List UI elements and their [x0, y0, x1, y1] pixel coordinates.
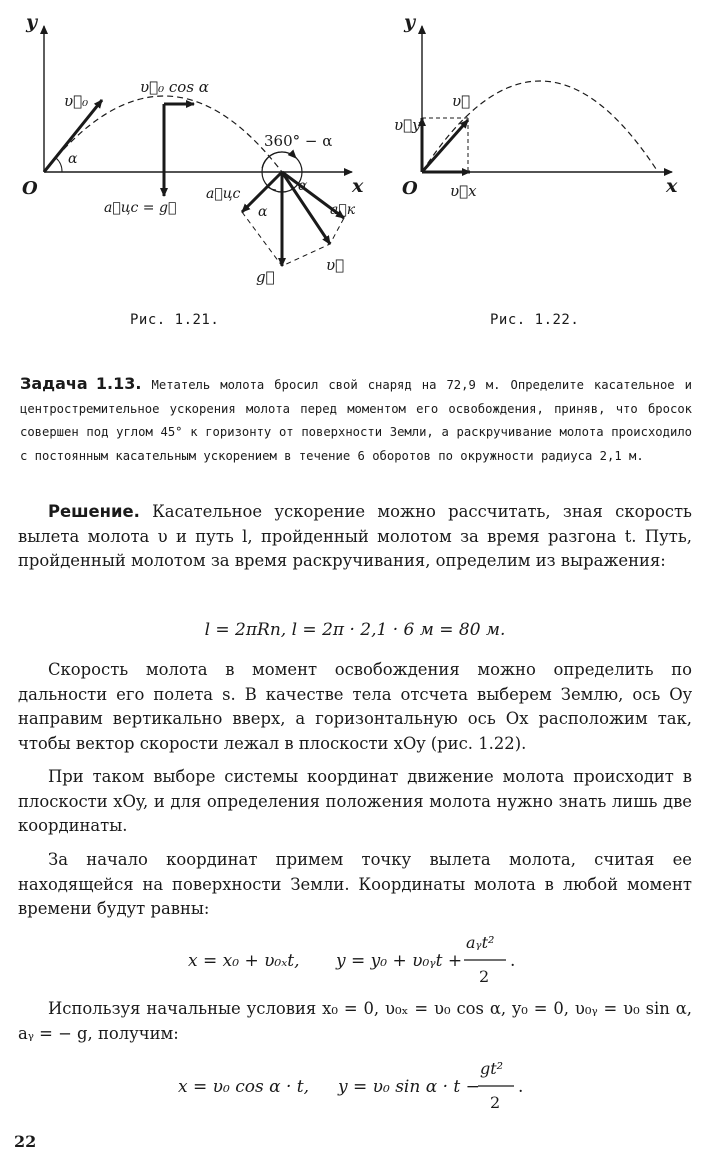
svg-text:.: . [518, 1077, 524, 1097]
angle-360-label: 360° − α [264, 132, 333, 150]
figure-1-22 [390, 0, 710, 240]
task-text: Метатель молота бросил свой снаряд на 72,9 м. Определите касательное и центростремительное ускорения молота перед моментом его освобождения, приняв, что бросок совершен под углом 45° к горизонту от поверхности Земли, а раскручивание молота происходило с постоянным касательным ускорением в течение 6 оборотов по окружности радиуса 2,1 м. [20, 378, 693, 463]
eq2-left: x = x₀ + υ₀ₓt, [188, 951, 300, 971]
eq2-right: y = y₀ + υ₀ᵧt + [336, 951, 463, 971]
task-number: Задача 1.13. [20, 374, 142, 393]
eq3-denominator: 2 [490, 1093, 501, 1112]
solution-paragraph-1 [18, 500, 692, 574]
figure-1-22-caption: Рис. 1.22. [490, 312, 580, 328]
v0-label: υ⃗₀ [64, 92, 89, 110]
solution-paragraph-4: За начало координат примем точку вылета молота, считая ее находящейся на поверхности Земли. Координаты молота в любой момент времени будут равны: [18, 850, 692, 918]
x-label: x [666, 175, 678, 197]
figure-1-21-drawing [0, 0, 400, 300]
equation-solution [0, 1060, 710, 1120]
v-label: υ⃗ [452, 92, 471, 110]
eq2-numerator: aᵧt² [466, 933, 495, 952]
eq2-denominator: 2 [479, 967, 490, 986]
eq3-right: y = υ₀ sin α · t − [338, 1077, 480, 1097]
x-label: x [352, 175, 364, 197]
g-label: g⃗ [256, 268, 275, 286]
solution-paragraph-5: Используя начальные условия x₀ = 0, υ₀ₓ = υ₀ cos α, y₀ = 0, υ₀ᵧ = υ₀ sin α, aᵧ = − g, получим: [18, 999, 692, 1043]
solution-paragraph-2: Скорость молота в момент освобождения можно определить по дальности его полета s. В качестве тела отсчета выберем Землю, ось Oy направим вертикально вверх, а горизонтальную ось Ox расположим так, чтобы вектор скорости лежал в плоскости xOy (рис. 1.22). [18, 660, 692, 753]
figure-1-21 [0, 0, 400, 300]
y-label: y [26, 11, 38, 33]
vx-label: υ⃗x [450, 182, 477, 200]
solution-text-1: Касательное ускорение можно рассчитать, зная скорость вылета молота υ и путь l, пройденный молотом за время разгона t. Путь, пройденный молотом за время раскручивания, определим из выражения: [18, 502, 692, 570]
origin-label: O [402, 178, 418, 199]
alpha-label-end: α [298, 178, 308, 194]
a-cs-g-label: a⃗цс = g⃗ [104, 200, 177, 216]
alpha-label-origin: α [68, 151, 78, 167]
figure-1-21-caption: Рис. 1.21. [130, 312, 220, 328]
equation-coordinates [0, 930, 710, 990]
solution-label: Решение. [48, 502, 140, 521]
eq3-left: x = υ₀ cos α · t, [178, 1077, 310, 1097]
v-vector [422, 120, 468, 172]
page-number: 22 [14, 1132, 37, 1151]
eq3-numerator: gt² [480, 1060, 504, 1078]
y-label: y [404, 11, 416, 33]
v0cos-label: υ⃗₀ cos α [140, 78, 209, 96]
svg-text:.: . [510, 951, 516, 971]
figure-1-22-drawing [390, 0, 710, 240]
solution-paragraph-3: При таком выборе системы координат движение молота происходит в плоскости xOy, и для определения положения молота нужно знать лишь две координаты. [18, 767, 692, 835]
v-label: υ⃗ [326, 256, 345, 274]
task-statement [20, 372, 692, 468]
alpha-label-lower: α [258, 204, 268, 220]
a-cs-label: a⃗цс [206, 186, 241, 202]
vy-label: υ⃗y [394, 116, 421, 134]
origin-label: O [22, 178, 38, 199]
equation-path: l = 2πRn, l = 2π · 2,1 · 6 м = 80 м. [204, 620, 506, 640]
a-k-label: a⃗к [330, 202, 356, 218]
